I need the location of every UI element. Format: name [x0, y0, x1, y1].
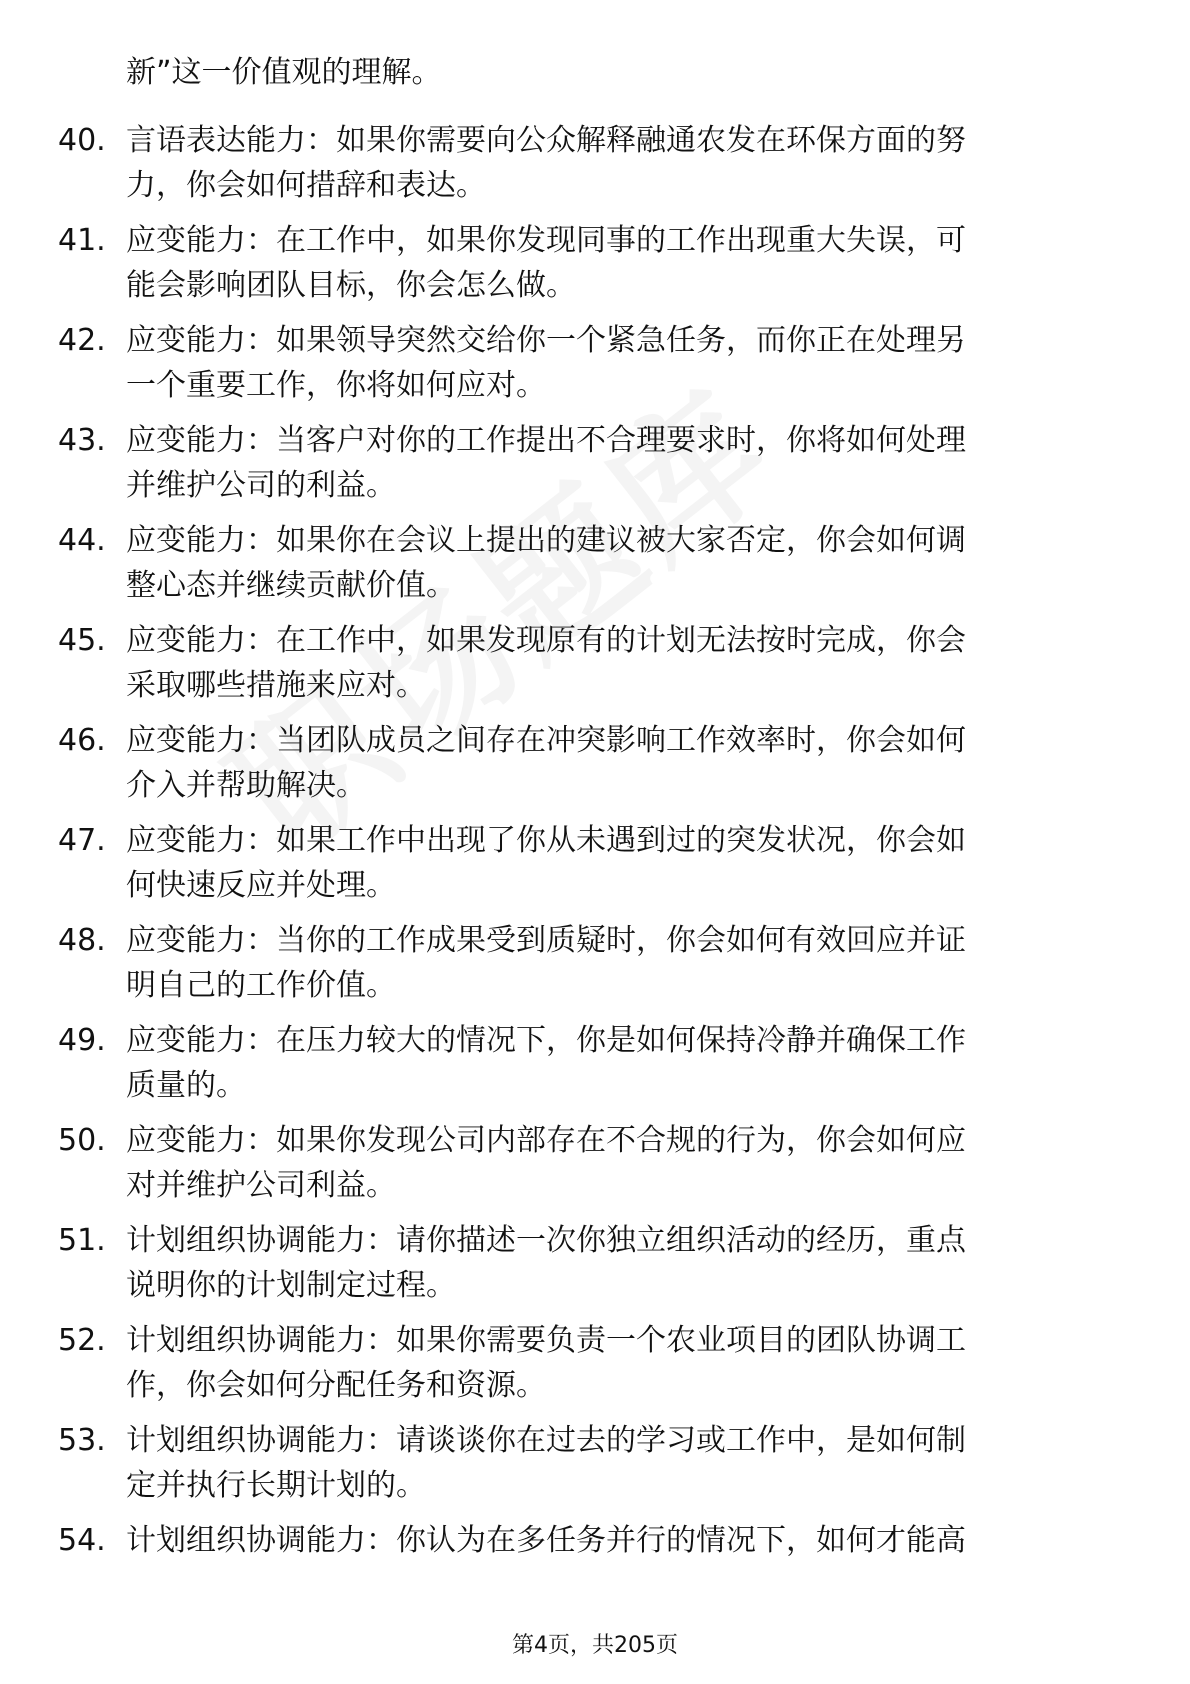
question-number: 53. — [58, 1423, 106, 1458]
question-number: 52. — [58, 1323, 106, 1358]
list-item — [58, 1218, 1128, 1318]
question-text — [126, 318, 1126, 408]
list-item — [58, 218, 1128, 318]
question-line: 何快速反应并处理。 — [126, 868, 396, 903]
question-number: 40. — [58, 123, 106, 158]
question-line: 介入并帮助解决。 — [126, 768, 366, 803]
continued-text: 新”这一价值观的理解。 — [126, 55, 442, 90]
question-line: 计划组织协调能力：你认为在多任务并行的情况下，如何才能高 — [126, 1523, 966, 1558]
question-line: 言语表达能力：如果你需要向公众解释融通农发在环保方面的努 — [126, 123, 966, 158]
list-item — [58, 1418, 1128, 1518]
question-number: 46. — [58, 723, 106, 758]
question-text — [126, 918, 1126, 1008]
question-number: 42. — [58, 323, 106, 358]
question-line: 对并维护公司利益。 — [126, 1168, 396, 1203]
question-line: 计划组织协调能力：请你描述一次你独立组织活动的经历，重点 — [126, 1223, 966, 1258]
question-line: 计划组织协调能力：请谈谈你在过去的学习或工作中，是如何制 — [126, 1423, 966, 1458]
question-line: 明自己的工作价值。 — [126, 968, 396, 1003]
question-line: 应变能力：当你的工作成果受到质疑时，你会如何有效回应并证 — [126, 923, 966, 958]
list-item — [58, 418, 1128, 518]
question-line: 能会影响团队目标，你会怎么做。 — [126, 268, 576, 303]
question-line: 应变能力：在工作中，如果发现原有的计划无法按时完成，你会 — [126, 623, 966, 658]
question-line: 质量的。 — [126, 1068, 246, 1103]
question-line: 并维护公司的利益。 — [126, 468, 396, 503]
question-text — [126, 1018, 1126, 1108]
question-text — [126, 1118, 1126, 1208]
question-line: 应变能力：如果你发现公司内部存在不合规的行为，你会如何应 — [126, 1123, 966, 1158]
question-number: 50. — [58, 1123, 106, 1158]
question-line: 力，你会如何措辞和表达。 — [126, 168, 486, 203]
question-text — [126, 118, 1126, 208]
question-line: 应变能力：当团队成员之间存在冲突影响工作效率时，你会如何 — [126, 723, 966, 758]
list-item — [58, 818, 1128, 918]
question-line: 应变能力：在压力较大的情况下，你是如何保持冷静并确保工作 — [126, 1023, 966, 1058]
question-text — [126, 718, 1126, 808]
question-line: 应变能力：如果领导突然交给你一个紧急任务，而你正在处理另 — [126, 323, 966, 358]
question-text — [126, 1418, 1126, 1508]
question-text — [126, 618, 1126, 708]
list-item — [58, 1018, 1128, 1118]
question-text — [126, 218, 1126, 308]
question-number: 45. — [58, 623, 106, 658]
question-text — [126, 1218, 1126, 1308]
question-line: 说明你的计划制定过程。 — [126, 1268, 456, 1303]
list-item — [58, 518, 1128, 618]
question-line: 采取哪些措施来应对。 — [126, 668, 426, 703]
question-text — [126, 818, 1126, 908]
list-item — [58, 318, 1128, 418]
question-number: 47. — [58, 823, 106, 858]
list-item — [58, 918, 1128, 1018]
list-item — [58, 1518, 1128, 1618]
question-text — [126, 1518, 1126, 1563]
question-line: 应变能力：在工作中，如果你发现同事的工作出现重大失误，可 — [126, 223, 966, 258]
question-number: 43. — [58, 423, 106, 458]
question-number: 48. — [58, 923, 106, 958]
question-text — [126, 1318, 1126, 1408]
question-list — [58, 118, 1128, 1618]
question-text — [126, 518, 1126, 608]
question-line: 一个重要工作，你将如何应对。 — [126, 368, 546, 403]
question-line: 计划组织协调能力：如果你需要负责一个农业项目的团队协调工 — [126, 1323, 966, 1358]
question-line: 应变能力：如果工作中出现了你从未遇到过的突发状况，你会如 — [126, 823, 966, 858]
question-line: 整心态并继续贡献价值。 — [126, 568, 456, 603]
question-line: 应变能力：当客户对你的工作提出不合理要求时，你将如何处理 — [126, 423, 966, 458]
question-number: 54. — [58, 1523, 106, 1558]
question-number: 41. — [58, 223, 106, 258]
list-item — [58, 118, 1128, 218]
list-item — [58, 618, 1128, 718]
question-line: 作，你会如何分配任务和资源。 — [126, 1368, 546, 1403]
page-footer: 第4页，共205页 — [512, 1633, 678, 1658]
list-item — [58, 718, 1128, 818]
question-text — [126, 418, 1126, 508]
list-item — [58, 1118, 1128, 1218]
question-number: 49. — [58, 1023, 106, 1058]
list-item — [58, 1318, 1128, 1418]
question-line: 应变能力：如果你在会议上提出的建议被大家否定，你会如何调 — [126, 523, 966, 558]
question-number: 44. — [58, 523, 106, 558]
question-number: 51. — [58, 1223, 106, 1258]
question-line: 定并执行长期计划的。 — [126, 1468, 426, 1503]
